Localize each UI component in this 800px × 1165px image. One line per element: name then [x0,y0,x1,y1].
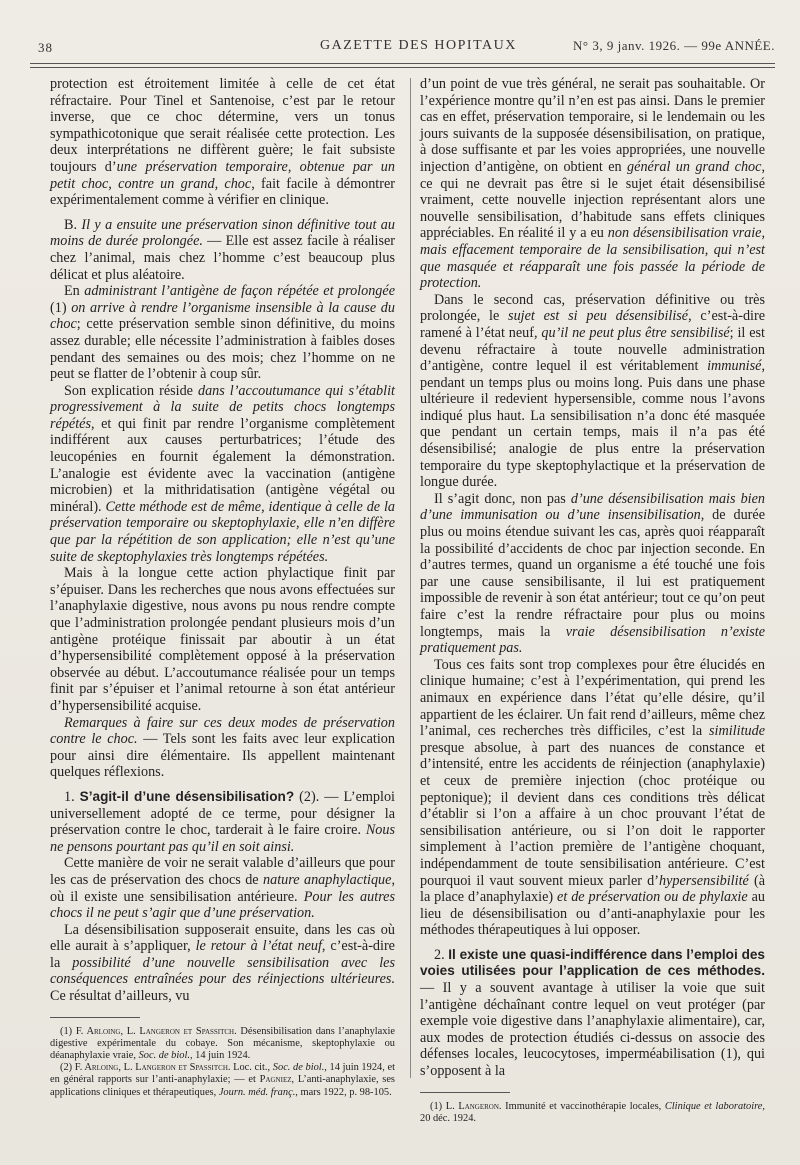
footnote-rule [50,1017,140,1018]
paragraph: Tous ces faits sont trop complexes pour être élucidés en clinique humaine; c’est à l’expérimentation, qui prend les animaux en expérience dans l’état qu’elle désire, qu’il appartient de les éclairer. Un fait rend d’ailleurs, même chez l’animal, ces recherches très difficiles, c’est la similitude presque absolue, à part des nuances de constance et d’intensité, entre les accidents de réinjection (anaphylaxie) et ceux de première injection (choc protéique ou peptonique); il devient dans ces conditions très délicat d’établir si l’on a affaire à un choc prouvant l’état de sensibilisation antérieure, ou si l’on doit le rapporter simplement à l’action première de l’antigène choquant, indépendamment de toute sensibilisation antérieure. C’est pourquoi il vaut souvent mieux parler d’hypersensibilité (à la place d’anaphylaxie) et de préservation ou de phylaxie au lieu de désensibilisation ou d’anti-anaphylaxie pour les méthodes thérapeutiques à lui opposer. [420,656,765,939]
issue-info: N° 3, 9 janv. 1926. — 99e ANNÉE. [573,38,775,53]
footnote: (2) F. Arloing, L. Langeron et Spassitch. Loc. cit., Soc. de biol., 14 juin 1924, et en général rapports sur l’anti-anaphylaxie; — et Pagniez, L’anti-anaphylaxie, ses applications cliniques et thérapeutiques, Journ. méd. franç., mars 1922, p. 98-105. [50,1062,395,1098]
paragraph: La désensibilisation supposerait ensuite, dans les cas où elle aurait à s’appliquer, le retour à l’état neuf, c’est-à-dire la possibilité d’une nouvelle sensibilisation avec les conséquences entraînées pour des réinjections ultérieures. Ce résultat d’ailleurs, vu [50,921,395,1005]
paragraph: Son explication réside dans l’accoutumance qui s’établit progressivement à la suite de petits chocs longtemps répétés, et qui finit par rendre l’organisme complètement indifférent aux causes perturbatrices; l’étude des leucopénies en fournit également la démonstration. L’analogie est évidente avec la vaccination (antigène microbien) et la mithridatisation (antigène végétal ou minéral). Cette méthode est de même, identique à celle de la préservation temporaire ou skeptophylaxie, elle n’en diffère que par la répétition de son application; elle n’est qu’une suite de skeptophylaxies très longtemps répétées. [50,382,395,565]
page-number: 38 [38,40,53,55]
header-rule-top [30,63,775,64]
paragraph: Il s’agit donc, non pas d’une désensibilisation mais bien d’une immunisation ou d’une insensibilisation, de durée plus ou moins étendue suivant les cas, après quoi réapparaît la possibilité d’accidents de choc par injection seconde. En d’autres termes, quand un organisme a été touché une fois par une cause sensibilisante, il lui est pratiquement impossible de revenir à son état antérieur; tout ce qu’on peut faire c’est la rendre réfractaire pour plus ou moins longtemps, mais la vraie désensibilisation n’existe pratiquement pas. [420,490,765,657]
paragraph: Dans le second cas, préservation définitive ou très prolongée, le sujet est si peu désensibilisé, c’est-à-dire ramené à l’état neuf, qu’il ne peut plus être sensibilisé; il est devenu réfractaire à toute nouvelle administration d’antigène, contre lequel il est véritablement immunisé, pendant un temps plus ou moins long. Puis dans une phase ultérieure il redevient hypersensible, comme nous l’avons indiqué plus haut. La sensibilisation n’a donc été masquée que pendant un certain temps, mais il n’a pas été désensibilisé; analogie de plus entre la préservation temporaire du type skeptophylactique et la préservation de longue durée. [420,291,766,491]
remarks-heading: Remarques à faire sur ces deux modes de préservation contre le choc. — Tels sont les faits avec leur explication pour ainsi dire élémentaire. Ils appellent maintenant quelques réflexions. [50,714,395,781]
question-1-heading: 1. S’agit-il d’une désensibilisation? (2). — L’emploi universellement adopté de ce terme, pour désigner la préservation contre le choc, tarderait à le faire croire. Nous ne pensons pourtant pas qu’il en soit ainsi. [50,788,395,855]
footnote: (1) F. Arloing, L. Langeron et Spassitch. Désensibilisation dans l’anaphylaxie digestive expérimentale du cobaye. Son mécanisme, skeptophylaxie ou déanaphylaxie vraie, Soc. de biol., 14 juin 1924. [50,1025,395,1062]
journal-title: GAZETTE DES HOPITAUX [320,38,517,53]
page-header [30,36,775,60]
left-column [50,76,395,1099]
paragraph: protection est étroitement limitée à celle de cet état réfractaire. Pour Tinel et Santenoise, c’est par le retour inverse, que ce choc détermine, vers un tonus sympathicotonique que serait réalisée cette protection. Les deux interprétations ne diffèrent guère; le fait subsiste toujours d’une préservation temporaire, obtenue par un petit choc, contre un grand, choc, fait facile à démontrer expérimentalement comme à vérifier en clinique. [50,76,395,209]
right-column [420,76,765,1125]
footnote-rule [420,1092,510,1093]
paragraph: Cette manière de voir ne serait valable d’ailleurs que pour les cas de préservation des chocs de nature anaphylactique, où il existe une sensibilisation antérieure. Pour les autres chocs il ne peut s’agir que d’une préservation. [50,855,396,922]
question-2-heading: 2. Il existe une quasi-indifférence dans l’emploi des voies utilisées pour l’application de ces méthodes. — Il y a souvent avantage à utiliser la voie que suit l’antigène déchaînant contre lequel on veut protéger (par exemple voie digestive dans l’anaphylaxie alimentaire), car, aux modes de protection étudiés ci-dessus on associe des défenses locales, leucocytoses, imperméabilisation (1), qui s’opposent à la [420,946,765,1080]
paragraph: d’un point de vue très général, ne serait pas souhaitable. Or l’expérience montre qu’il n’en est pas ainsi. Dans le premier cas en effet, préservation temporaire, si le lendemain ou les jours suivants de la supposée désensibilisation, on pratique, à dose suffisante et par les voies appropriées, une nouvelle injection d’antigène, on obtient en général un grand choc, ce qui ne devrait pas être si le sujet était désensibilisé vraiment, cette nouvelle injection représentant alors une nouvelle sensibilisation, d’habitude sans effets cliniques appréciables. En réalité il y a eu non désensibilisation vraie, mais effacement temporaire de la sensibilisation, qui n’est que masquée et réapparaît une fois passée la période de protection. [420,76,765,292]
section-b-heading: B. Il y a ensuite une préservation sinon définitive tout au moins de durée prolongée. — Elle est assez facile à réaliser chez l’animal, mais chez l’homme c’est beaucoup plus délicat et plus aléatoire. [50,216,395,283]
paragraph: Mais à la longue cette action phylactique finit par s’épuiser. Dans les recherches que nous avons effectuées sur l’anaphylaxie digestive, nous avons pu nous rendre compte que l’administration prolongée pendant plusieurs mois d’un antigène protéique finissait par aboutir à un état d’hypersensibilité complètement opposé à la préservation observée au début. L’accoutumance réalisée pour un temps finit par s’épuiser et l’animal retourne à son état antérieur d’hypersensibilité acquise. [50,565,395,714]
column-divider [410,78,411,1078]
footnote: (1) L. Langeron. Immunité et vaccinothérapie locales, Clinique et laboratoire, 20 déc. 1924. [420,1100,765,1124]
paragraph: En administrant l’antigène de façon répétée et prolongée (1) on arrive à rendre l’organisme insensible à la cause du choc; cette préservation semble sinon définitive, du moins assez durable; elle nécessite l’administration à faibles doses pendant des semaines ou des mois; chez l’homme on ne peut se flatter de l’obtenir à coup sûr. [50,283,395,383]
header-rule-bottom [30,67,775,68]
